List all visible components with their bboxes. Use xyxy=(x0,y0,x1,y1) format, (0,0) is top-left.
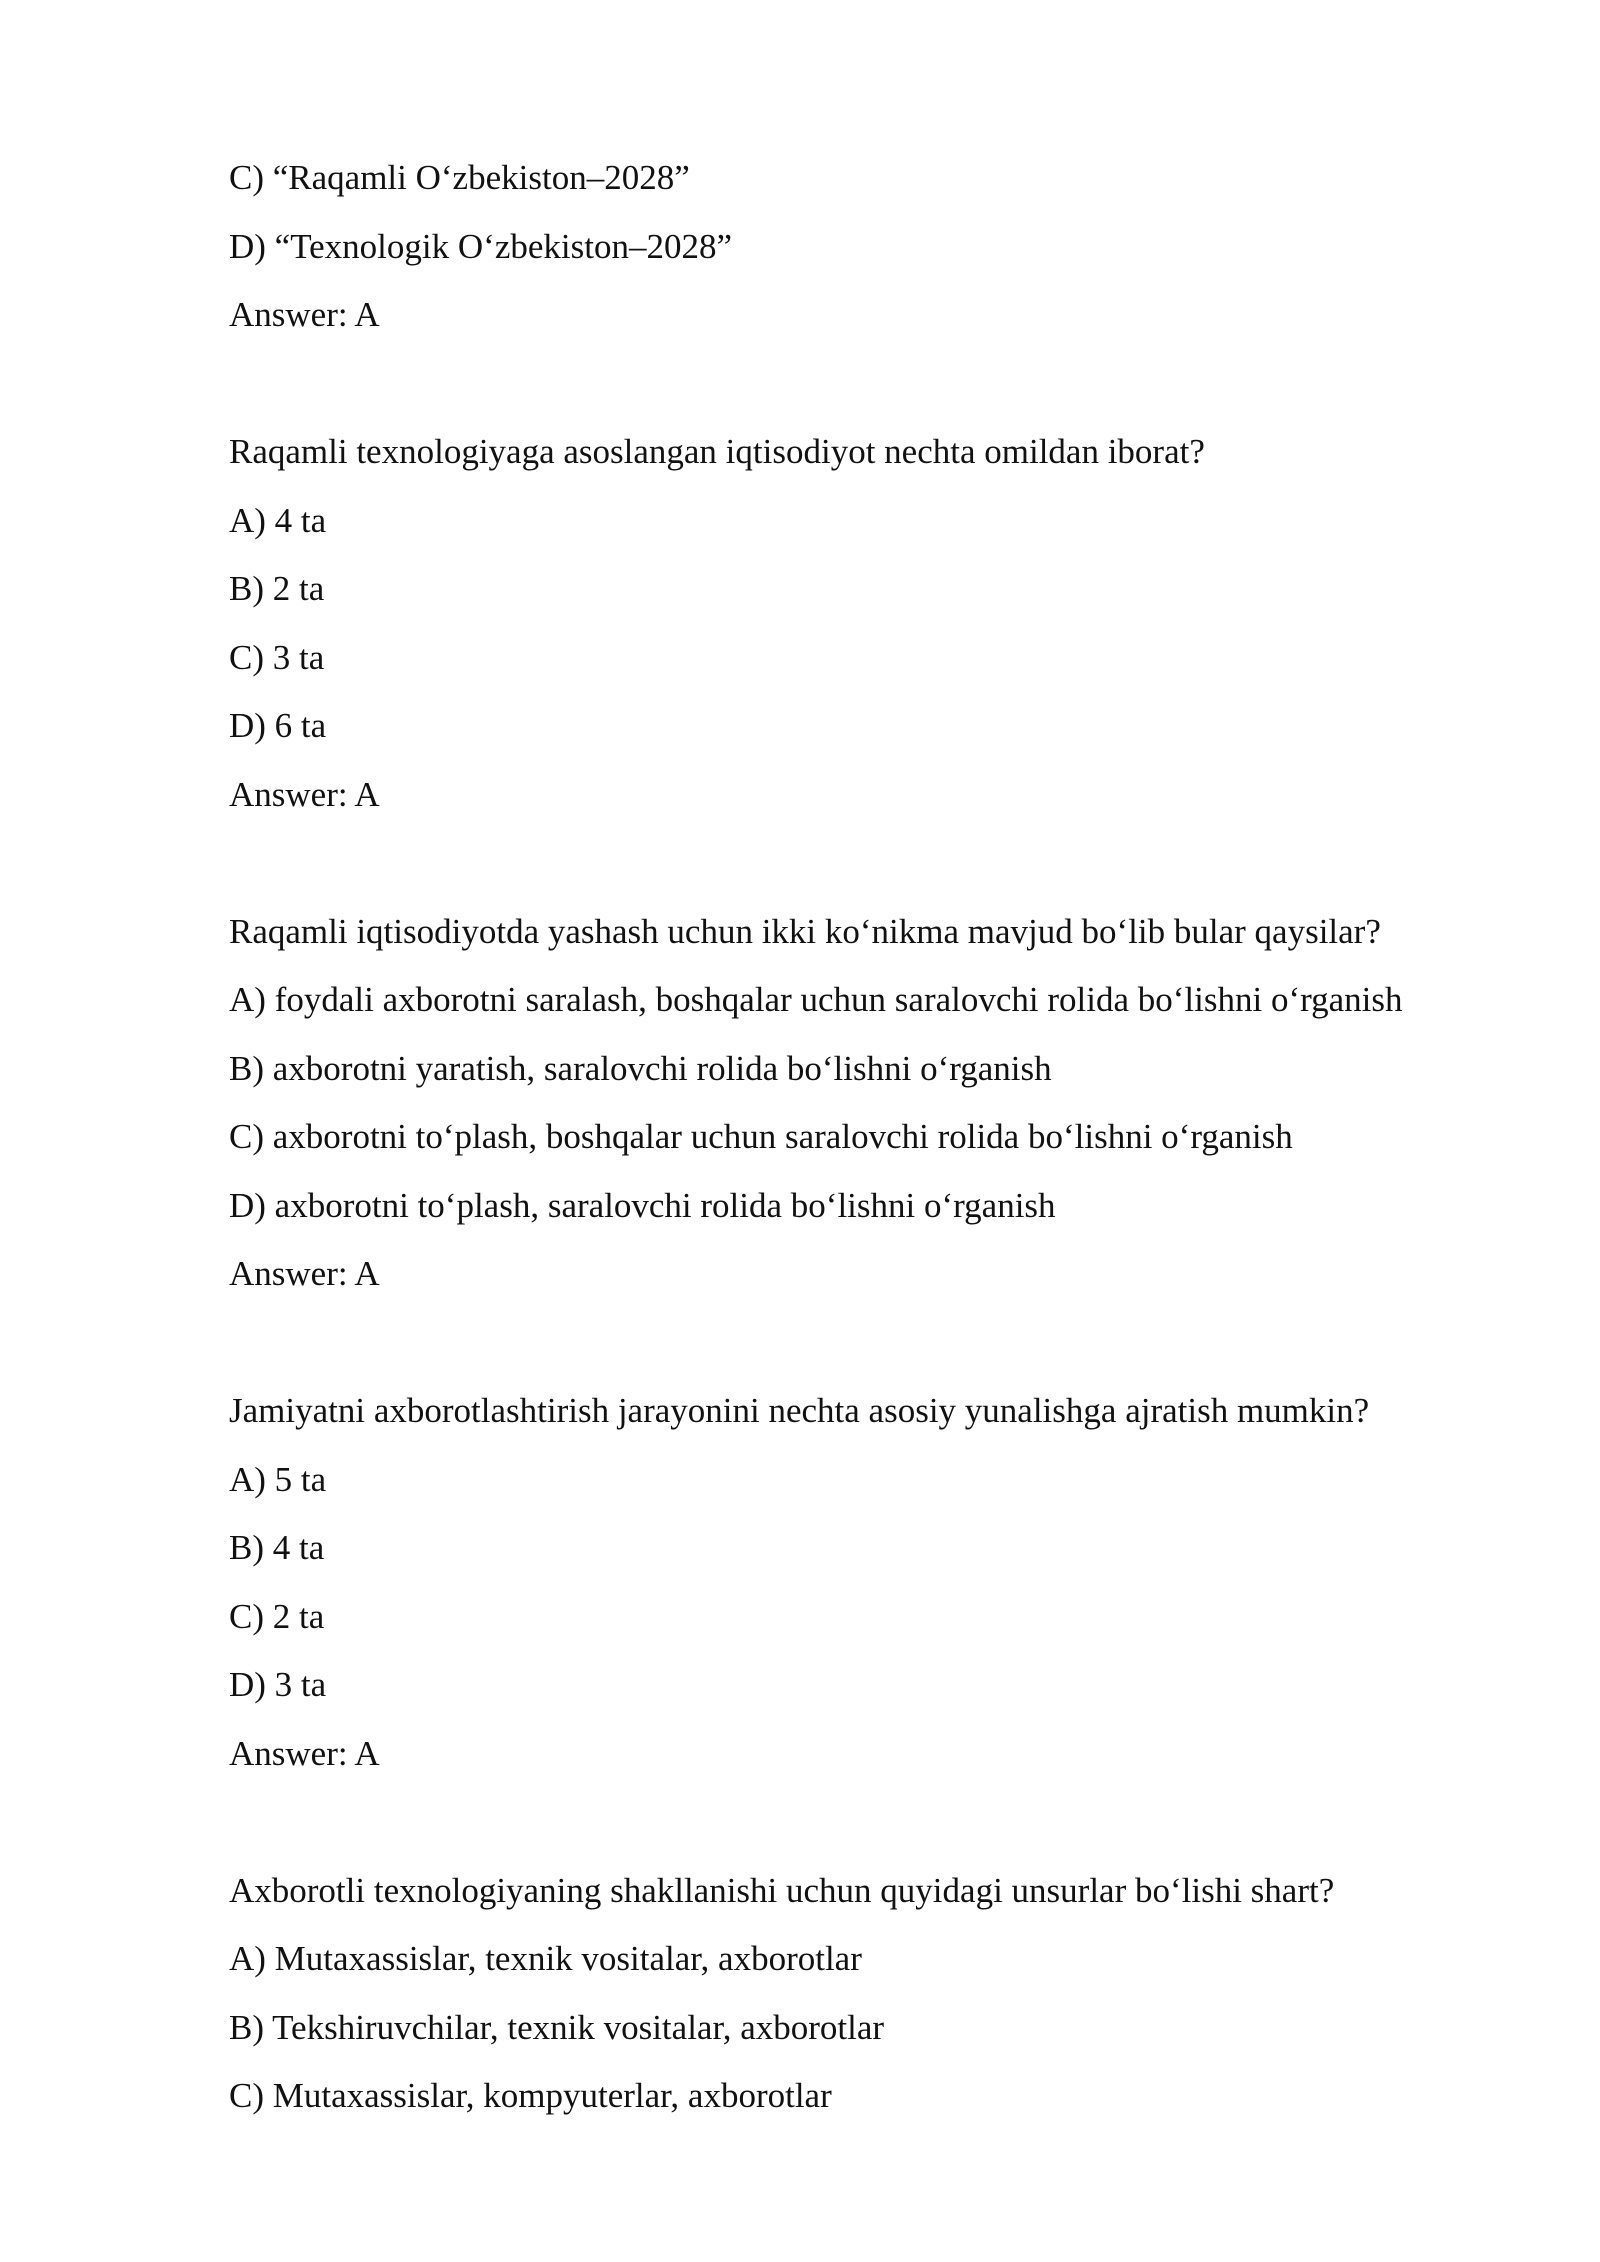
question-text: Axborotli texnologiyaning shakllanishi uchun quyidagi unsurlar bo‘lishi shart? xyxy=(229,1870,1335,1910)
spacer xyxy=(229,1788,1549,1857)
option-a: A) foydali axborotni saralash, boshqalar uchun saralovchi rolida bo‘lishni o‘rganish xyxy=(229,980,1403,1019)
question-text: Raqamli texnologiyaga asoslangan iqtisodiyot nechta omildan iborat? xyxy=(229,432,1205,471)
option-c: C) axborotni to‘plash, boshqalar uchun saralovchi rolida bo‘lishni o‘rganish xyxy=(229,1117,1293,1156)
spacer xyxy=(229,829,1549,898)
option-d: D) “Texnologik O‘zbekiston–2028” xyxy=(229,226,732,266)
answer-line: Answer: A xyxy=(229,1733,380,1773)
spacer xyxy=(229,1309,1549,1378)
option-c: C) 2 ta xyxy=(229,1596,325,1636)
answer-line: Answer: A xyxy=(229,295,380,334)
option-a: A) 5 ta xyxy=(229,1459,327,1499)
question-text: Raqamli iqtisodiyotda yashash uchun ikki ko‘nikma mavjud bo‘lib bular qaysilar? xyxy=(229,911,1381,951)
option-c: C) Mutaxassislar, kompyuterlar, axborotlar xyxy=(229,2076,832,2115)
option-a: A) Mutaxassislar, texnik vositalar, axborotlar xyxy=(229,1939,862,1978)
answer-line: Answer: A xyxy=(229,774,380,814)
answer-line: Answer: A xyxy=(229,1254,380,1293)
option-b: B) axborotni yaratish, saralovchi rolida bo‘lishni o‘rganish xyxy=(229,1048,1052,1088)
quiz-content xyxy=(229,144,1549,2131)
option-c: C) “Raqamli O‘zbekiston–2028” xyxy=(229,158,690,197)
option-d: D) axborotni to‘plash, saralovchi rolida bo‘lishni o‘rganish xyxy=(229,1185,1056,1225)
question-text: Jamiyatni axborotlashtirish jarayonini nechta asosiy yunalishga ajratish mumkin? xyxy=(229,1391,1370,1430)
option-b: B) Tekshiruvchilar, texnik vositalar, axborotlar xyxy=(229,2007,885,2047)
option-d: D) 6 ta xyxy=(229,706,327,745)
option-b: B) 2 ta xyxy=(229,569,325,608)
spacer xyxy=(229,350,1549,419)
option-b: B) 4 ta xyxy=(229,1528,325,1567)
option-a: A) 4 ta xyxy=(229,500,327,540)
option-d: D) 3 ta xyxy=(229,1665,327,1704)
option-c: C) 3 ta xyxy=(229,637,325,677)
